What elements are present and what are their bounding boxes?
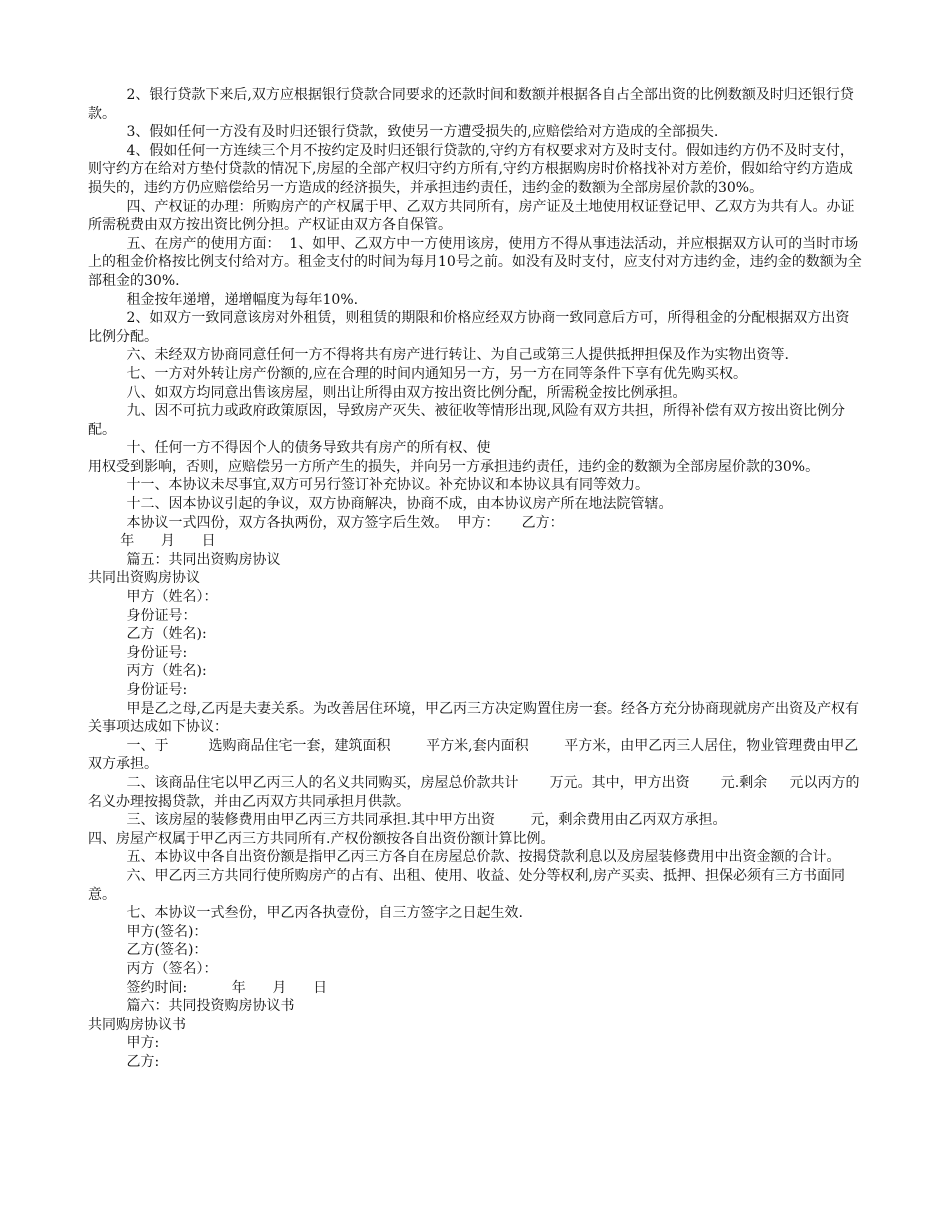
paragraph: 七、一方对外转让房产份额的,应在合理的时间内通知另一方，另一方在同等条件下享有优先购买权。 xyxy=(126,365,747,382)
paragraph: 六、未经双方协商同意任何一方不得将共有房产进行转让、为自己或第三人提供抵押担保及作为实物出资等. xyxy=(126,347,789,364)
paragraph: 身份证号: xyxy=(126,644,188,661)
paragraph: 篇五：共同出资购房协议 xyxy=(126,551,281,568)
paragraph: 五、本协议中各自出资份额是指甲乙丙三方各自在房屋总价款、按揭贷款利息以及房屋装修费用中出资金额的合计。 xyxy=(126,849,841,866)
document-body xyxy=(88,86,863,1071)
paragraph: 五、在房产的使用方面： 1、如甲、乙双方中一方使用该房，使用方不得从事违法活动，并应根据双方认可的当时市场上的租金价格按比例支付给对方。租金支付的时间为每月10号之前。如没有及时支付，应支付对方违约金，违约金的数额为全部租金的30%. xyxy=(88,235,862,289)
paragraph: 六、甲乙丙三方共同行使所购房产的占有、出租、使用、收益、处分等权利,房产买卖、抵押、担保必须有三方书面同意。 xyxy=(88,867,845,903)
paragraph: 篇六：共同投资购房协议书 xyxy=(126,998,295,1015)
paragraph: 2、银行贷款下来后,双方应根据银行贷款合同要求的还款时间和数额并根据各自占全部出资的比例数额及时归还银行贷款。 xyxy=(88,87,854,122)
paragraph: 十、任何一方不得因个人的债务导致共有房产的所有权、使 xyxy=(126,440,491,457)
paragraph: 十一、本协议未尽事宜,双方可另行签订补充协议。补充协议和本协议具有同等效力。 xyxy=(126,477,649,494)
paragraph: 丙方（签名）： xyxy=(126,960,218,977)
paragraph: 二、该商品住宅以甲乙丙三人的名义共同购买，房屋总价款共计 万元。其中，甲方出资 元.剩余 元以丙方的名义办理按揭贷款，并由乙丙双方共同承担月供款。 xyxy=(88,774,860,810)
paragraph: 三、该房屋的装修费用由甲乙丙三方共同承担.其中甲方出资 元，剩余费用由乙丙双方承担。 xyxy=(126,812,727,829)
paragraph: 甲方(签名)： xyxy=(126,923,208,940)
paragraph: 四、产权证的办理：所购房产的产权属于甲、乙双方共同所有，房产证及土地使用权证登记甲、乙双方为共有人。办证所需税费由双方按出资比例分担。产权证由双方各自保管。 xyxy=(88,198,855,234)
paragraph: 3、假如任何一方没有及时归还银行贷款，致使另一方遭受损失的,应赔偿给对方造成的全部损失. xyxy=(126,124,719,141)
paragraph: 年 月 日 xyxy=(120,533,216,550)
paragraph: 甲方（姓名）： xyxy=(126,589,218,606)
paragraph: 4、假如任何一方连续三个月不按约定及时归还银行贷款的,守约方有权要求对方及时支付。假如违约方仍不及时支付，则守约方在给对方垫付贷款的情况下,房屋的全部产权归守约方所有,守约方根据购房时价格找补对方差价，假如给守约方造成损失的，违约方仍应赔偿给另一方造成的经济损失，并承担违约责任，违约金的数额为全部房屋价款的30%。 xyxy=(88,142,854,196)
paragraph: 身份证号: xyxy=(126,682,188,698)
paragraph: 甲是乙之母,乙丙是夫妻关系。为改善居住环境，甲乙丙三方决定购置住房一套。经各方充分协商现就房产出资及产权有关事项达成如下协议： xyxy=(88,700,859,736)
paragraph: 用权受到影响，否则，应赔偿另一方所产生的损失，并向另一方承担违约责任，违约金的数额为全部房屋价款的30%。 xyxy=(88,458,820,475)
paragraph: 本协议一式四份，双方各执两份，双方签字后生效。 甲方： 乙方： xyxy=(126,514,564,531)
paragraph: 签约时间: 年 月 日 xyxy=(126,979,328,996)
paragraph: 2、如双方一致同意该房对外租赁，则租赁的期限和价格应经双方协商一致同意后方可，所得租金的分配根据双方出资比例分配。 xyxy=(88,310,850,345)
paragraph: 丙方（姓名): xyxy=(126,663,207,680)
paragraph: 租金按年递增，递增幅度为每年10%. xyxy=(126,291,359,308)
paragraph: 共同出资购房协议 xyxy=(88,570,200,587)
paragraph: 十二、因本协议引起的争议，双方协商解决，协商不成，由本协议房产所在地法院管辖。 xyxy=(126,496,673,513)
paragraph: 乙方(签名)： xyxy=(126,942,208,959)
paragraph: 甲方: xyxy=(126,1035,160,1052)
paragraph: 乙方（姓名): xyxy=(126,626,207,643)
paragraph: 四、房屋产权属于甲乙丙三方共同所有.产权份额按各自出资份额计算比例。 xyxy=(88,830,555,847)
paragraph: 乙方: xyxy=(126,1053,160,1070)
paragraph: 一、于 选购商品住宅一套，建筑面积 平方米,套内面积 平方米，由甲乙丙三人居住，物业管理费由甲乙双方承担。 xyxy=(88,737,859,773)
paragraph: 八、如双方均同意出售该房屋，则出让所得由双方按出资比例分配，所需税金按比例承担。 xyxy=(126,384,687,401)
paragraph: 身份证号： xyxy=(126,607,197,624)
paragraph: 九、因不可抗力或政府政策原因，导致房产灭失、被征收等情形出现,风险有双方共担，所得补偿有双方按出资比例分配。 xyxy=(88,403,845,438)
paragraph: 七、本协议一式叁份，甲乙丙各执壹份，自三方签字之日起生效. xyxy=(126,905,523,922)
paragraph: 共同购房协议书 xyxy=(88,1016,186,1033)
